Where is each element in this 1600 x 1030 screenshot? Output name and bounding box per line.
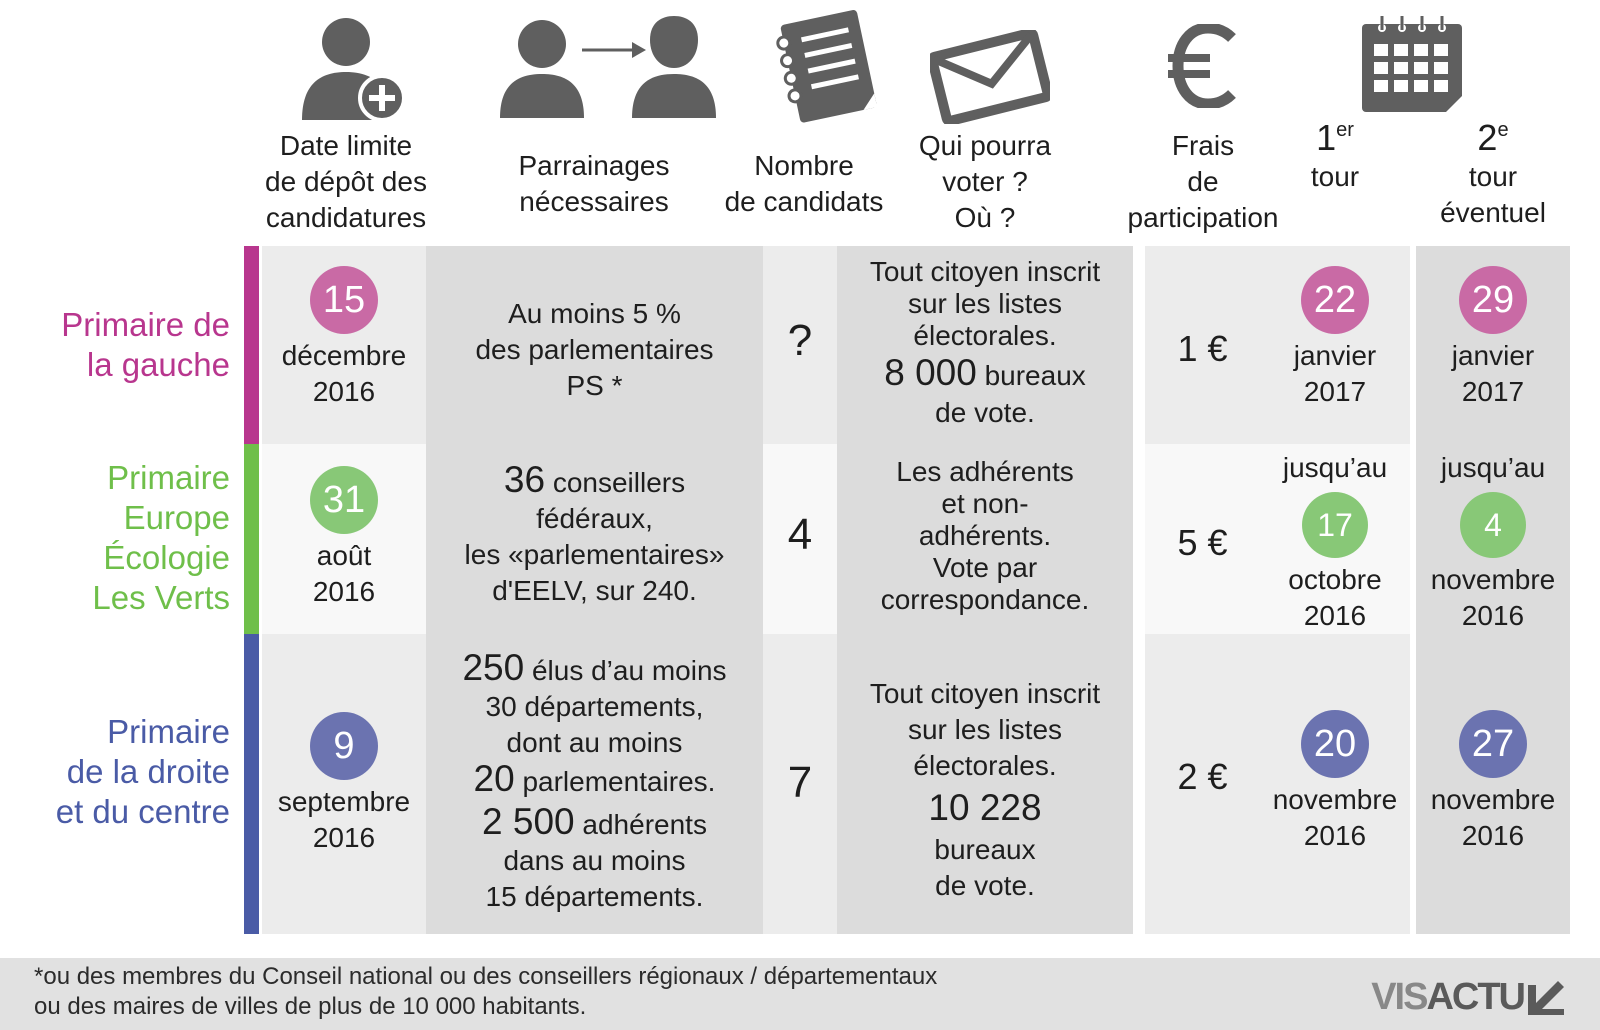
euro-icon [1168, 24, 1238, 108]
add-user-icon [298, 10, 410, 122]
date-circle: 27 [1459, 710, 1527, 778]
row2-tour2: jusqu’au 4 novembre 2016 [1430, 452, 1556, 631]
header-depot: Date limite de dépôt des candidatures [265, 130, 427, 233]
date-circle: 17 [1302, 492, 1368, 558]
list-icon [774, 8, 886, 126]
date-circle: 22 [1301, 266, 1369, 334]
row3-color-bar [244, 634, 259, 934]
row1-nombre: ? [787, 316, 813, 365]
row3-tour1: 20 novembre 2016 [1260, 710, 1410, 854]
row3-frais: 2 € [1177, 756, 1228, 797]
visactu-mark-icon [1528, 981, 1564, 1015]
row1-label: Primaire de la gauche [61, 306, 230, 383]
envelope-icon [930, 30, 1050, 124]
visactu-logo: VIS ACTU [1371, 976, 1564, 1019]
footnote: *ou des membres du Conseil national ou des conseillers régionaux / départementaux ou des maires de villes de plus de 10 000 habitants. [34, 963, 938, 1020]
header-frais: Frais de participation [1127, 130, 1279, 233]
date-circle: 15 [310, 266, 378, 334]
row1-color-bar [244, 246, 259, 444]
calendar-icon [1360, 14, 1464, 114]
row2-voter: Les adhérents et non- adhérents. Vote par correspondance. [880, 456, 1090, 615]
row3-depot: 9 septembre 2016 [262, 712, 426, 856]
header-tour2: 2e tour éventuel [1440, 117, 1546, 228]
row2-depot: 31 août 2016 [262, 466, 426, 610]
row1-voter: Tout citoyen inscrit sur les listes électorales. 8 000 bureaux de vote. [869, 256, 1101, 428]
row3-parrainages: 250 élus d’au moins 30 départements, dont au moins 20 parlementaires. 2 500 adhérents dans au moins 15 départements. [462, 647, 727, 912]
row2-tour1: jusqu’au 17 octobre 2016 [1282, 452, 1388, 631]
header-voter: Qui pourra voter ? Où ? [918, 130, 1052, 233]
row3-tour2: 27 novembre 2016 [1416, 710, 1570, 854]
row1-tour1: 22 janvier 2017 [1260, 266, 1410, 410]
date-circle: 31 [310, 466, 378, 534]
row3-voter: Tout citoyen inscrit sur les listes électorales. 10 228 bureaux de vote. [869, 678, 1101, 901]
date-circle: 29 [1459, 266, 1527, 334]
header-tour1: 1er tour [1310, 117, 1360, 192]
header-nombre: Nombre de candidats [724, 150, 884, 217]
date-circle: 20 [1301, 710, 1369, 778]
date-circle: 4 [1460, 492, 1526, 558]
transfer-users-icon [500, 12, 716, 120]
row3-nombre: 7 [787, 758, 813, 807]
row2-label: Primaire Europe Écologie Les Verts [92, 459, 230, 616]
row1-tour2: 29 janvier 2017 [1416, 266, 1570, 410]
row1-frais: 1 € [1177, 328, 1228, 369]
date-circle: 9 [310, 712, 378, 780]
row2-parrainages: 36 conseillers fédéraux, les «parlementaires» d'EELV, sur 240. [464, 459, 725, 606]
header-parrainages: Parrainages nécessaires [518, 150, 670, 217]
row2-nombre: 4 [787, 510, 813, 559]
row2-frais: 5 € [1177, 522, 1228, 563]
row3-label: Primaire de la droite et du centre [55, 713, 230, 830]
row1-parrainages: Au moins 5 % des parlementaires PS * [475, 298, 714, 401]
row2-color-bar [244, 444, 259, 634]
row1-depot: 15 décembre 2016 [262, 266, 426, 410]
